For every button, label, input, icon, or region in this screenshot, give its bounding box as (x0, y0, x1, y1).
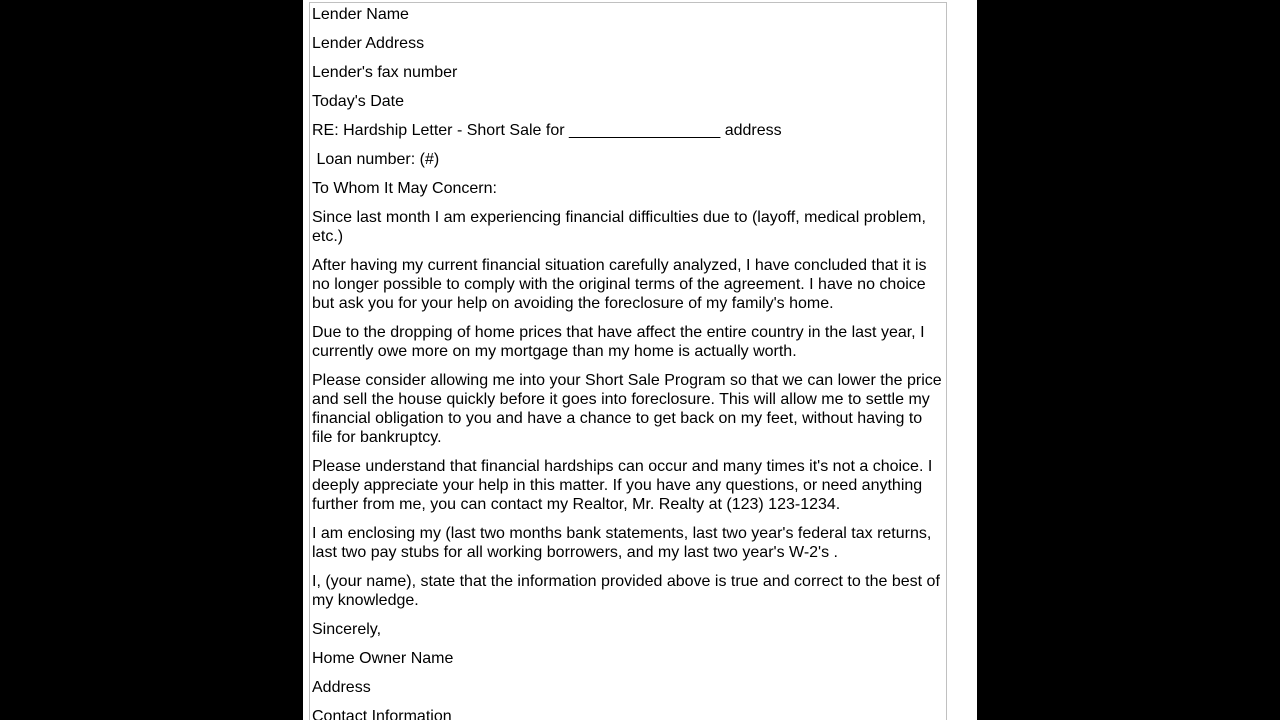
letter-body-container (309, 2, 947, 720)
affirmation-paragraph: I, (your name), state that the information provided above is true and correct to the best of my knowledge. (312, 573, 945, 609)
re-subject-line: RE: Hardship Letter - Short Sale for _________________ address (312, 122, 782, 139)
hardship-reason-paragraph: Since last month I am experiencing financial difficulties due to (layoff, medical problem, etc.) (312, 209, 931, 245)
date-line: Today's Date (312, 93, 404, 110)
lender-name-line: Lender Name (312, 6, 409, 23)
homeowner-name-line: Home Owner Name (312, 650, 454, 667)
enclosures-paragraph: I am enclosing my (last two months bank statements, last two year's federal tax returns, last two pay stubs for all working borrowers, and my last two year's W-2's . (312, 525, 936, 561)
financial-analysis-paragraph: After having my current financial situation carefully analyzed, I have concluded that it is no longer possible to comply with the original terms of the agreement. I have no choice but ask you for your help on avoiding the foreclosure of my family's home. (312, 257, 931, 312)
lender-fax-line: Lender's fax number (312, 64, 458, 81)
contact-information-line: Contact Information (312, 708, 452, 720)
document-page (303, 0, 977, 720)
lender-address-line: Lender Address (312, 35, 425, 52)
homeowner-address-line: Address (312, 679, 371, 696)
closing-line: Sincerely, (312, 621, 382, 638)
salutation-line: To Whom It May Concern: (312, 180, 497, 197)
loan-number-line: Loan number: (#) (312, 151, 440, 168)
home-value-paragraph: Due to the dropping of home prices that have affect the entire country in the last year, I currently owe more on my mortgage than my home is actually worth. (312, 324, 929, 360)
appreciation-contact-paragraph: Please understand that financial hardships can occur and many times it's not a choice. I deeply appreciate your help in this matter. If you have any questions, or need anything further from me, you can contact my Realtor, Mr. Realty at (123) 123-1234. (312, 458, 937, 513)
short-sale-request-paragraph: Please consider allowing me into your Short Sale Program so that we can lower the price and sell the house quickly before it goes into foreclosure. This will allow me to settle my financial obligation to you and have a chance to get back on my feet, without having to file for bankruptcy. (312, 372, 947, 446)
